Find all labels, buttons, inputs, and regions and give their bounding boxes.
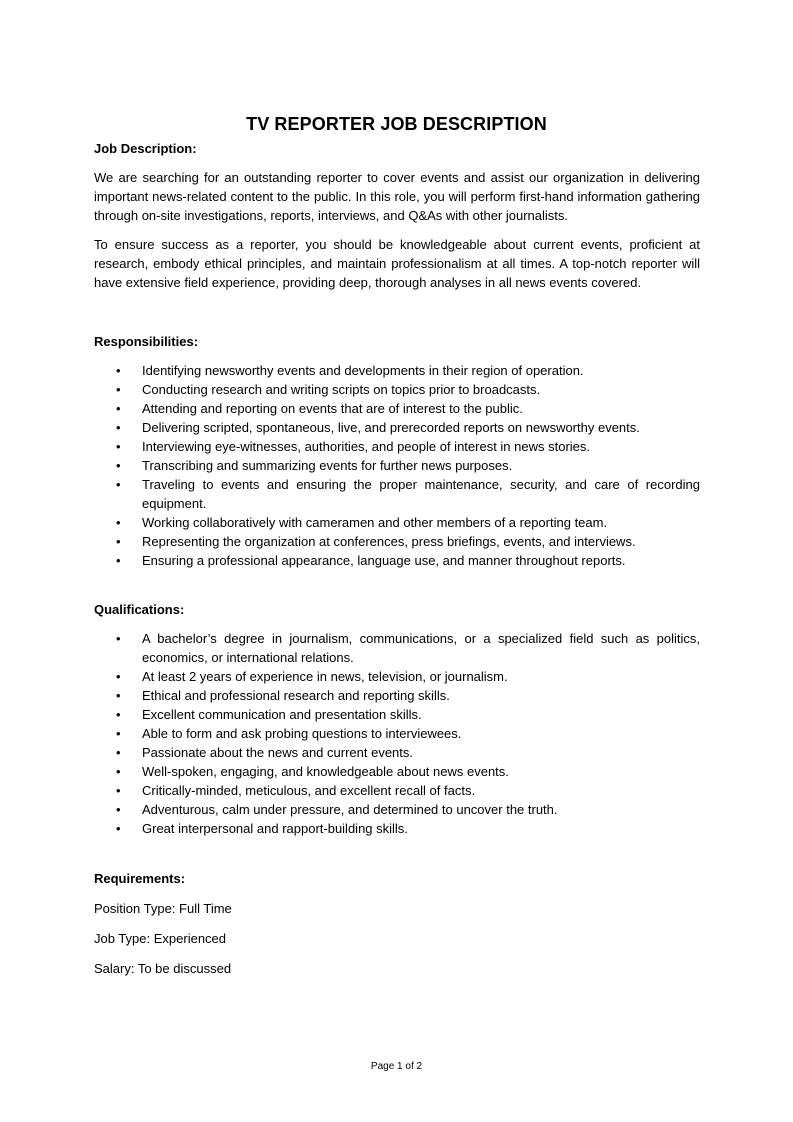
salary: Salary: To be discussed [94,961,232,976]
bullet-icon: • [116,669,121,684]
bullet-icon: • [116,439,121,454]
requirements-heading: Requirements: [94,871,186,886]
job-type: Job Type: Experienced [94,931,227,946]
job-description-paragraph-2: To ensure success as a reporter, you should be knowledgeable about current events, proficient at research, embody ethical principles, and maintain professionalism at all times. A top-notch reporter will have extensive field experience, providing deep, thorough analyses in all news events covered. [94,237,700,290]
bullet-icon: • [116,382,121,397]
bullet-icon: • [116,553,121,568]
list-item: • Able to form and ask probing questions to interviewees. [116,726,462,741]
bullet-icon: • [116,363,121,378]
list-item: • Critically-minded, meticulous, and excellent recall of facts. [116,783,476,798]
bullet-icon: • [116,515,121,530]
bullet-icon: • [116,534,121,549]
job-description-heading: Job Description: [94,141,197,156]
list-item: • Identifying newsworthy events and developments in their region of operation. [116,363,584,378]
list-item: • Ensuring a professional appearance, language use, and manner throughout reports. [116,553,626,568]
list-item: • Delivering scripted, spontaneous, live, and prerecorded reports on newsworthy events. [116,420,640,435]
bullet-icon: • [116,783,121,798]
list-item: • Transcribing and summarizing events for further news purposes. [116,458,513,473]
bullet-icon: • [116,802,121,817]
bullet-icon: • [116,688,121,703]
bullet-icon: • [116,745,121,760]
qualifications-heading: Qualifications: [94,602,185,617]
bullet-icon: • [116,420,121,435]
list-item: • Ethical and professional research and reporting skills. [116,688,450,703]
bullet-icon: • [116,477,121,492]
bullet-icon: • [116,707,121,722]
responsibilities-heading: Responsibilities: [94,334,199,349]
job-description-paragraph-1: We are searching for an outstanding reporter to cover events and assist our organization in delivering important news-related content to the public. In this role, you will perform first-hand information gathering through on-site investigations, reports, interviews, and Q&As with other journalists. [94,170,700,223]
list-item: • Attending and reporting on events that are of interest to the public. [116,401,523,416]
document-title: TV REPORTER JOB DESCRIPTION [246,114,547,134]
list-item: • Working collaboratively with cameramen and other members of a reporting team. [116,515,608,530]
bullet-icon: • [116,726,121,741]
document-body [94,139,700,978]
list-item: • Adventurous, calm under pressure, and determined to uncover the truth. [116,802,558,817]
position-type: Position Type: Full Time [94,901,232,916]
list-item: • Excellent communication and presentation skills. [116,707,422,722]
bullet-icon: • [116,821,121,836]
qualifications-list [94,629,700,838]
bullet-icon: • [116,631,121,646]
list-item: • Interviewing eye-witnesses, authorities, and people of interest in news stories. [116,439,591,454]
list-item: • Passionate about the news and current events. [116,745,414,760]
page-number: Page 1 of 2 [370,1061,423,1072]
bullet-icon: • [116,458,121,473]
list-item: • Well-spoken, engaging, and knowledgeable about news events. [116,764,509,779]
list-item: • Conducting research and writing scripts on topics prior to broadcasts. [116,382,541,397]
responsibilities-list [94,361,700,570]
list-item: • Representing the organization at conferences, press briefings, events, and interviews. [116,534,636,549]
bullet-icon: • [116,401,121,416]
list-item: • At least 2 years of experience in news, television, or journalism. [116,669,508,684]
list-item: • A bachelor’s degree in journalism, communications, or a specialized field such as politics, economics, or international relations. [116,631,700,665]
list-item: • Great interpersonal and rapport-building skills. [116,821,408,836]
bullet-icon: • [116,764,121,779]
list-item: • Traveling to events and ensuring the proper maintenance, security, and care of recording equipment. [116,477,700,511]
